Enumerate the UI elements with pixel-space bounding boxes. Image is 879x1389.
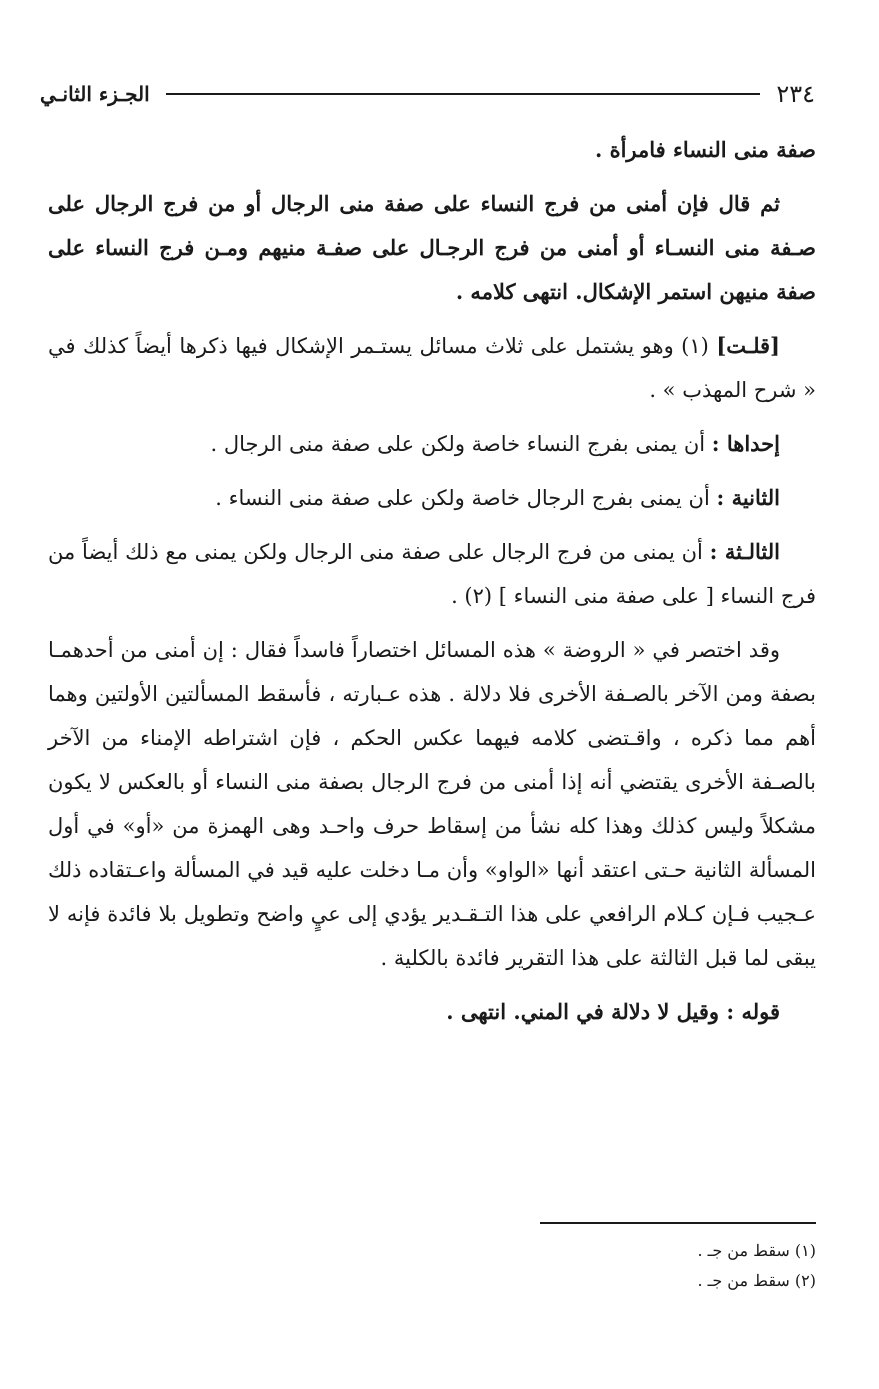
footnote-2: (٢) سقط من جـ . xyxy=(697,1271,816,1290)
paragraph-second-case xyxy=(48,476,816,520)
paragraph-quote: ثم قال فإن أمنى من فرج النساء على صفة منى الرجال أو من فرج الرجال على صـفة منى النسـاء أو أمنى من فرج الرجـال على صفـة منيهم ومـن فرج النساء على صفة منيهن استمر الإشكال. انتهى كلامه . xyxy=(48,191,816,304)
running-header xyxy=(40,74,815,114)
paragraph-first-case xyxy=(48,422,816,466)
paragraph-qult xyxy=(48,324,816,412)
paragraph-body: (١) وهو يشتمل على ثلاث مسائل يستـمر الإشكال فيها ذكرها أيضاً كذلك في « شرح المهذب » . xyxy=(48,334,816,402)
footnotes xyxy=(400,1236,816,1296)
paragraph-label: إحداها : xyxy=(711,431,780,456)
header-rule xyxy=(166,93,761,95)
part-title: الجـزء الثانـي xyxy=(40,82,150,106)
page-number: ٢٣٤ xyxy=(776,80,815,108)
paragraph-continuation: صفة منى النساء فامرأة . xyxy=(594,137,816,162)
paragraph-label: الثانية : xyxy=(716,485,780,510)
paragraph-qawluhu: قوله : وقيل لا دلالة في المني. انتهى . xyxy=(446,999,780,1024)
paragraph-body: أن يمنى من فرج الرجال على صفة منى الرجال ولكن يمنى مع ذلك أيضاً من فرج النساء [ على صفة منى النساء ] (٢) . xyxy=(48,540,816,608)
paragraph-label: [قلـت] xyxy=(716,333,780,358)
footnote-1: (١) سقط من جـ . xyxy=(697,1241,816,1260)
paragraph-label: الثالـثة : xyxy=(709,539,780,564)
paragraph-body: أن يمنى بفرج الرجال خاصة ولكن على صفة منى النساء . xyxy=(215,486,710,510)
paragraph-body: أن يمنى بفرج النساء خاصة ولكن على صفة منى الرجال . xyxy=(210,432,706,456)
body-text xyxy=(48,128,816,1044)
paragraph-third-case xyxy=(48,530,816,618)
paragraph-rawda: وقد اختصر في « الروضة » هذه المسائل اختصاراً فاسداً فقال : إن أمنى من أحدهمـا بصفة ومن الآخر بالصـفة الأخرى فلا دلالة . هذه عـبارته ، فأسقط المسألتين الأولتين وهما أهم مما ذكره ، واقـتضى كلامه فيهما عكس الحكم ، فإن اشتراطه الإمناء من الآخر بالصـفة الأخرى يقتضي أنه إذا أمنى من فرج الرجال بصفة منى النساء أو بالعكس لا يكون مشكلاً وليس كذلك وهذا كله نشأ من إسقاط حرف واحـد وهى الهمزة من «أو» في أول المسألة الثانية حـتى اعتقد أنها «الواو» وأن مـا دخلت عليه قيد في المسألة واعـتقاده ذلك عـجيب فـإن كـلام الرافعي على هذا التـقـدير يؤدي إلى عيٍ واضح وتطويل بلا فائدة فإنه لا يبقى لما قبل الثالثة على هذا التقرير فائدة بالكلية . xyxy=(48,638,816,970)
footnote-rule xyxy=(540,1222,816,1224)
